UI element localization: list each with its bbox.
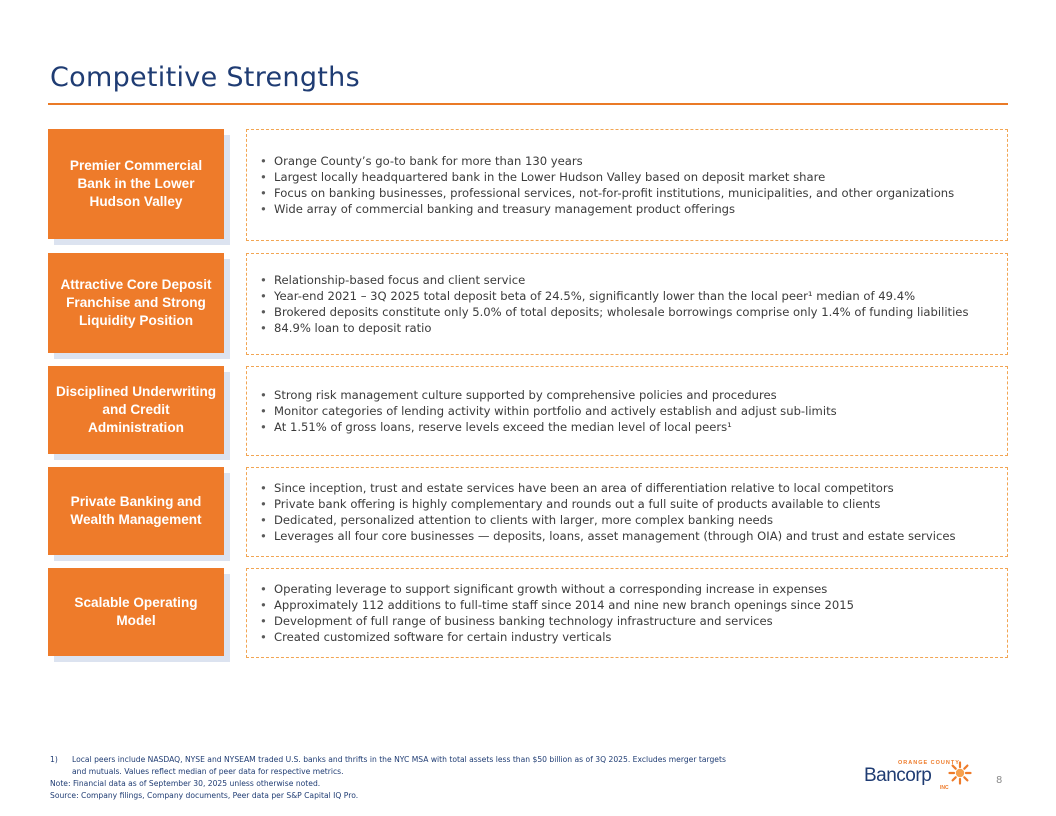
bullet-list [257, 153, 997, 217]
bullet-item: • Private bank offering is highly complementary and rounds out a full suite of products available to clients [257, 496, 997, 512]
logo-sub-text: INC [940, 785, 949, 791]
footnote-1-continued: and mutuals. Values reflect median of peer data for respective metrics. [72, 767, 344, 776]
footnote-source: Source: Company filings, Company documents, Peer data per S&P Capital IQ Pro. [50, 791, 359, 800]
bullet-item: • Approximately 112 additions to full-time staff since 2014 and nine new branch openings since 2015 [257, 597, 997, 613]
strength-row-premier-commercial [48, 129, 1008, 241]
strength-label: Disciplined Underwriting and Credit Administration [48, 366, 224, 454]
bullet-item: • Leverages all four core businesses — deposits, loans, asset management (through OIA) and trust and estate services [257, 528, 997, 544]
page-number: 8 [996, 775, 1003, 786]
logo-top-text: ORANGE COUNTY [898, 760, 960, 766]
strength-label: Private Banking and Wealth Management [48, 467, 224, 555]
strength-detail-panel [246, 253, 1008, 355]
bullet-item: • Largest locally headquartered bank in the Lower Hudson Valley based on deposit market share [257, 169, 997, 185]
footnotes [50, 754, 850, 802]
strength-row-core-deposit [48, 253, 1008, 355]
bullet-list [257, 272, 997, 336]
footnote-note: Note: Financial data as of September 30, 2025 unless otherwise noted. [50, 779, 321, 788]
bullet-item: • Operating leverage to support significant growth without a corresponding increase in expenses [257, 581, 997, 597]
bullet-item: • Since inception, trust and estate services have been an area of differentiation relative to local competitors [257, 480, 997, 496]
strength-detail-panel [246, 129, 1008, 241]
strength-label: Attractive Core Deposit Franchise and Strong Liquidity Position [48, 253, 224, 353]
sun-icon [948, 761, 972, 785]
bullet-item: • Development of full range of business banking technology infrastructure and services [257, 613, 997, 629]
bullet-list [257, 387, 997, 435]
bullet-item: • Wide array of commercial banking and treasury management product offerings [257, 201, 997, 217]
footnote-1: 1) Local peers include NASDAQ, NYSE and NYSEAM traded U.S. banks and thrifts in the NYC MSA with total assets less than $50 billion as of 3Q 2025. Excludes merger targets [50, 755, 726, 764]
bullet-item: • 84.9% loan to deposit ratio [257, 320, 997, 336]
page-title: Competitive Strengths [50, 62, 360, 93]
strength-detail-panel [246, 568, 1008, 658]
strength-detail-panel [246, 366, 1008, 456]
title-divider [48, 103, 1008, 105]
bullet-item: • At 1.51% of gross loans, reserve levels exceed the median level of local peers¹ [257, 419, 997, 435]
logo-main-text: Bancorp [864, 765, 932, 786]
bullet-item: • Focus on banking businesses, professional services, not-for-profit institutions, municipalities, and other organizations [257, 185, 997, 201]
bullet-item: • Dedicated, personalized attention to clients with larger, more complex banking needs [257, 512, 997, 528]
bullet-list [257, 480, 997, 544]
bullet-item: • Orange County’s go-to bank for more than 130 years [257, 153, 997, 169]
strength-label: Premier Commercial Bank in the Lower Hudson Valley [48, 129, 224, 239]
strength-row-scalable-operating [48, 568, 1008, 658]
strength-detail-panel [246, 467, 1008, 557]
bullet-item: • Strong risk management culture supported by comprehensive policies and procedures [257, 387, 997, 403]
strength-row-private-banking [48, 467, 1008, 557]
company-logo [864, 756, 974, 792]
strength-row-underwriting [48, 366, 1008, 456]
bullet-item: • Brokered deposits constitute only 5.0% of total deposits; wholesale borrowings comprise only 1.4% of funding liabilities [257, 304, 997, 320]
bullet-item: • Monitor categories of lending activity within portfolio and actively establish and adjust sub-limits [257, 403, 997, 419]
bullet-item: • Relationship-based focus and client service [257, 272, 997, 288]
bullet-item: • Created customized software for certain industry verticals [257, 629, 997, 645]
bullet-item: • Year-end 2021 – 3Q 2025 total deposit beta of 24.5%, significantly lower than the local peer¹ median of 49.4% [257, 288, 997, 304]
strength-label: Scalable Operating Model [48, 568, 224, 656]
bullet-list [257, 581, 997, 645]
